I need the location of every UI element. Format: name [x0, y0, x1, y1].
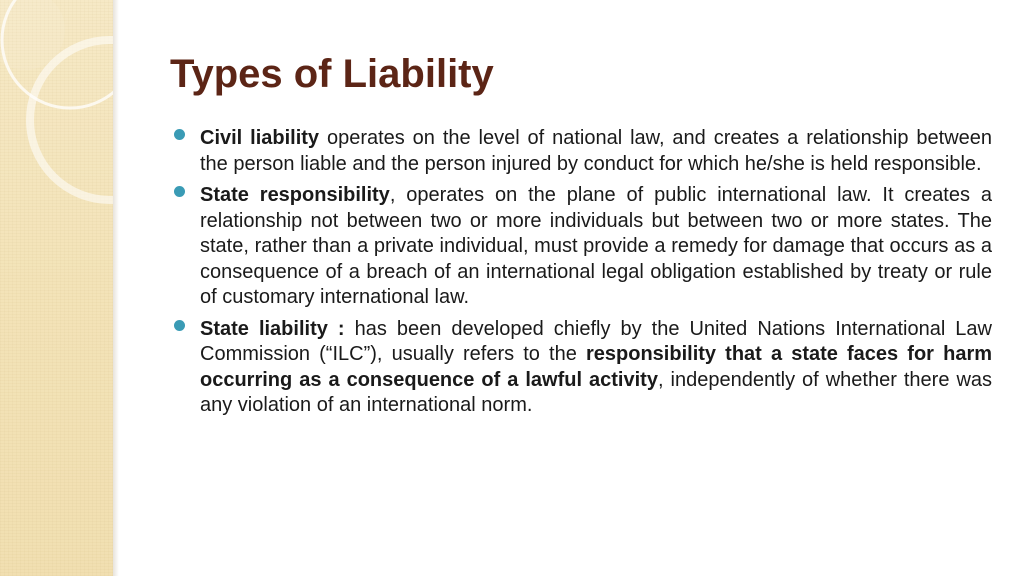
decorative-side-panel: [0, 0, 113, 576]
slide-title: Types of Liability: [170, 52, 494, 96]
bullet-civil-liability: [174, 126, 992, 177]
bullet-lead: Civil liability: [200, 127, 320, 149]
bullet-lead: State responsibility: [200, 184, 390, 206]
bullet-state-responsibility: [174, 183, 992, 311]
bullet-text: operates on the level of national law, and creates a relationship between the person liable and the person injured by conduct for which he/she is held responsible.: [200, 127, 993, 175]
bullet-text: has been developed chiefly by the United Nations International Law Commission (“ILC”), usually refers to the: [200, 317, 992, 365]
panel-shadow: [113, 0, 119, 576]
bullet-text-end: , independently of whether there was any violation of an international norm.: [200, 368, 993, 416]
bullet-text: , operates on the plane of public international law. It creates a relationship not between two or more individuals but between two or more states. The state, rather than a private individual, must provide a remedy for damage that occurs as a consequence of a breach of an international legal obligation established by treaty or rule of customary international law.: [200, 184, 992, 308]
dot-bullet-icon: [174, 186, 185, 197]
bullet-state-liability: [174, 317, 992, 419]
dot-bullet-icon: [174, 320, 185, 331]
bullet-list: [174, 126, 992, 425]
bullet-lead: State liability :: [200, 317, 345, 340]
bullet-emphasis: responsibility that a state faces for harm occurring as a consequence of a lawful activity: [200, 343, 993, 391]
decorative-circles: [0, 0, 113, 576]
dot-bullet-icon: [174, 129, 185, 140]
